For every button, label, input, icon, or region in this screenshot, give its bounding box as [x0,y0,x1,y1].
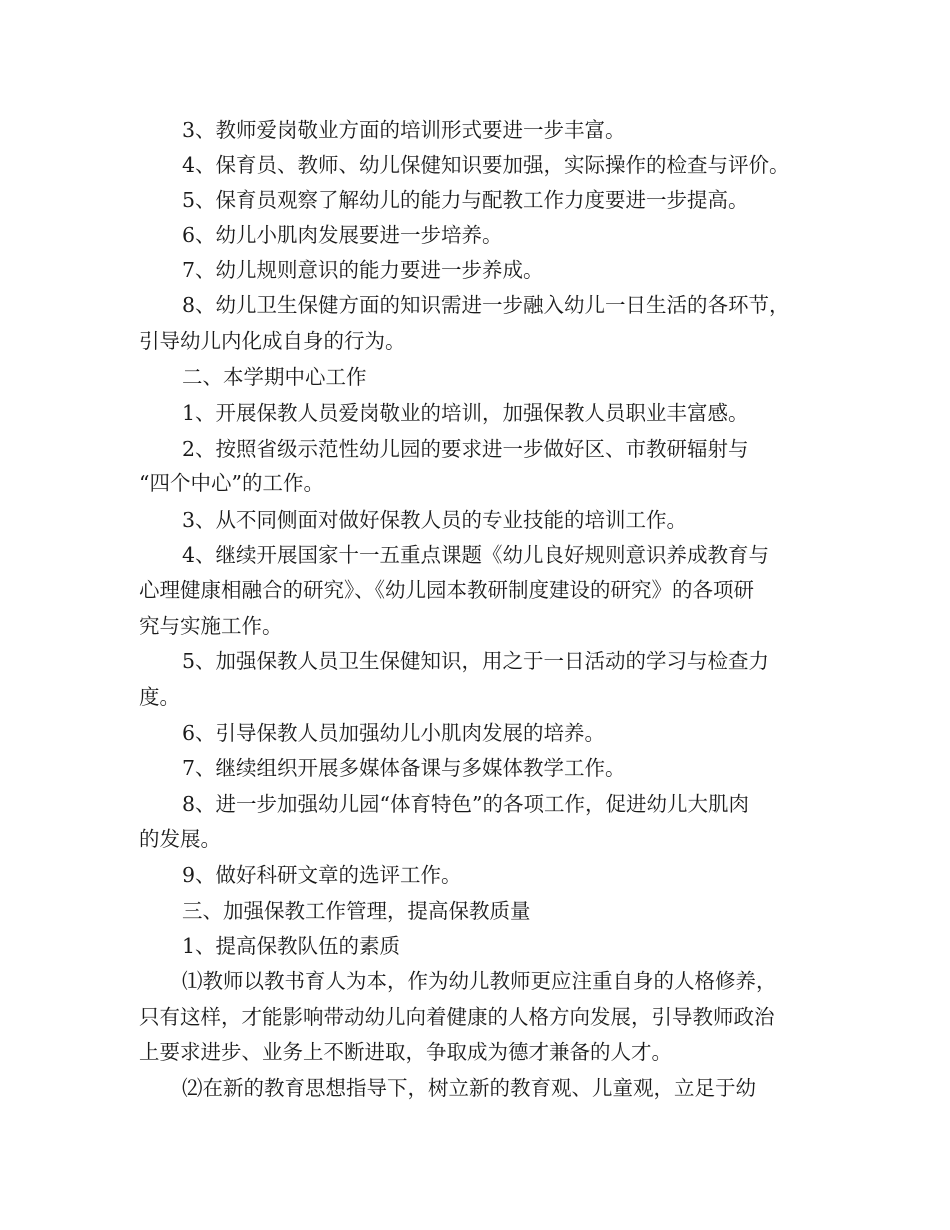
paragraph-line: 8、进一步加强幼儿园“体育特色”的各项工作，促进幼儿大肌肉 [182,792,750,816]
subsection-heading: 1、提高保教队伍的素质 [182,934,401,958]
paragraph-line: “四个中心”的工作。 [139,471,324,495]
paragraph-line: 8、幼儿卫生保健方面的知识需进一步融入幼儿一日生活的各环节， [182,293,790,317]
section-heading: 二、本学期中心工作 [182,365,367,389]
paragraph-line: 引导幼儿内化成自身的行为。 [139,329,406,353]
paragraph-line: ⑴教师以教书育人为本，作为幼儿教师更应注重自身的人格修养， [182,969,777,993]
paragraph-line: 9、做好科研文章的选评工作。 [182,863,462,887]
paragraph-line: 上要求进步、业务上不断进取，争取成为德才兼备的人才。 [139,1040,672,1064]
paragraph-line: 1、开展保教人员爱岗敬业的培训，加强保教人员职业丰富感。 [182,401,749,425]
paragraph-line: 4、保育员、教师、幼儿保健知识要加强，实际操作的检查与评价。 [182,153,790,177]
paragraph-line: 6、引导保教人员加强幼儿小肌肉发展的培养。 [182,721,606,745]
paragraph-line: ⑵在新的教育思想指导下，树立新的教育观、儿童观，立足于幼 [182,1076,756,1100]
section-heading: 三、加强保教工作管理，提高保教质量 [182,899,531,923]
paragraph-line: 7、继续组织开展多媒体备课与多媒体教学工作。 [182,756,626,780]
paragraph-line: 2、按照省级示范性幼儿园的要求进一步做好区、市教研辐射与 [182,437,749,461]
paragraph-line: 只有这样，才能影响带动幼儿向着健康的人格方向发展，引导教师政治 [139,1005,775,1029]
paragraph-line: 3、从不同侧面对做好保教人员的专业技能的培训工作。 [182,508,688,532]
paragraph-line: 7、幼儿规则意识的能力要进一步养成。 [182,258,544,282]
paragraph-line: 的发展。 [139,827,221,851]
paragraph-line: 度。 [139,685,180,709]
paragraph-line: 4、继续开展国家十一五重点课题《幼儿良好规则意识养成教育与 [182,543,770,567]
paragraph-line: 心理健康相融合的研究》、《幼儿园本教研制度建设的研究》的各项研 [139,578,754,602]
paragraph-line: 6、幼儿小肌肉发展要进一步培养。 [182,223,503,247]
paragraph-line: 5、加强保教人员卫生保健知识，用之于一日活动的学习与检查力 [182,649,770,673]
paragraph-line: 5、保育员观察了解幼儿的能力与配教工作力度要进一步提高。 [182,188,749,212]
paragraph-line: 3、教师爱岗敬业方面的培训形式要进一步丰富。 [182,118,626,142]
paragraph-line: 究与实施工作。 [139,614,283,638]
